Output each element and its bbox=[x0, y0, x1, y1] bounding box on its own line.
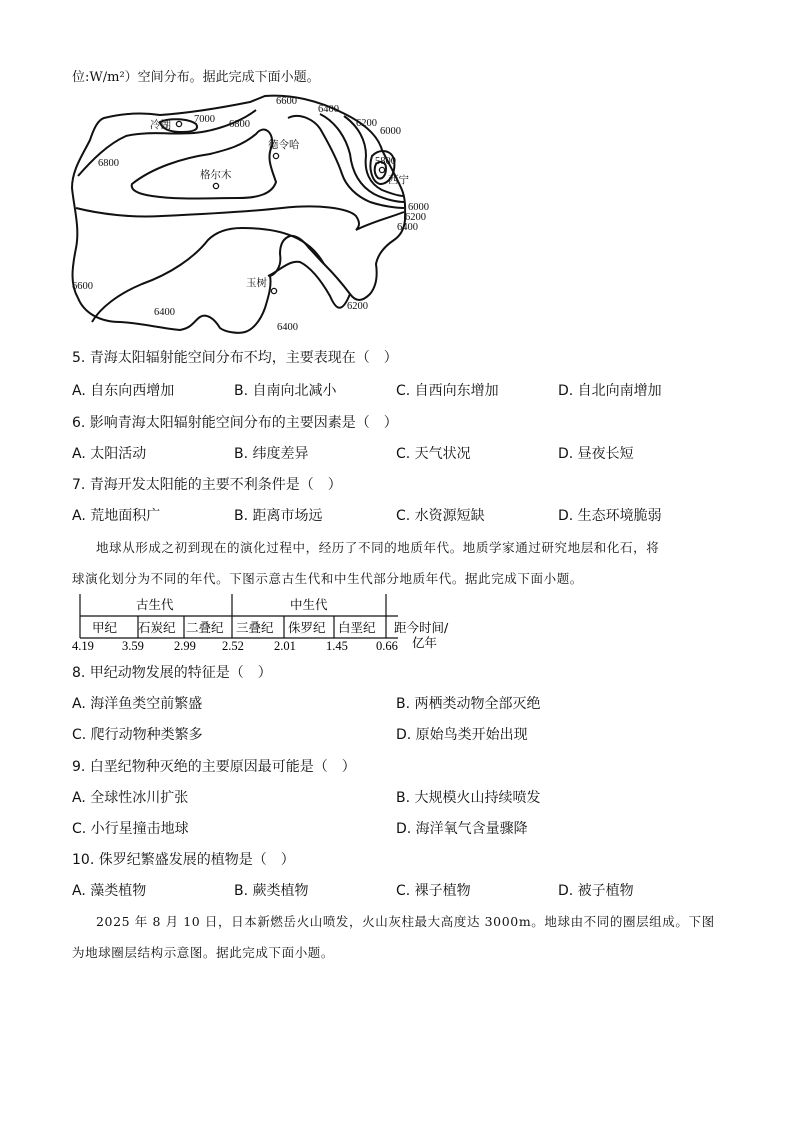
city-label-lenghu: 冷湖 bbox=[150, 120, 171, 131]
city-marker-golmud bbox=[213, 183, 218, 188]
q10-option-c[interactable]: C. 裸子植物 bbox=[396, 883, 471, 899]
period-permian: 二叠纪 bbox=[186, 620, 224, 635]
intro-line: 位:W/m²）空间分布。据此完成下面小题。 bbox=[72, 70, 320, 85]
q10-option-a[interactable]: A. 藻类植物 bbox=[72, 883, 147, 899]
volcano-intro-line-2: 为地球圈层结构示意图。据此完成下面小题。 bbox=[72, 945, 335, 960]
contour-label: 6800 bbox=[229, 119, 250, 130]
q6-option-a[interactable]: A. 太阳活动 bbox=[72, 446, 147, 462]
city-marker-xining bbox=[379, 167, 384, 172]
contour-label: 6800 bbox=[98, 158, 119, 169]
q6-option-b[interactable]: B. 纬度差异 bbox=[234, 446, 309, 462]
question-8-stem: 8. 甲纪动物发展的特征是（ ） bbox=[72, 665, 272, 681]
contour-label: 6400 bbox=[318, 104, 339, 115]
age-label: 3.59 bbox=[122, 639, 144, 652]
q6-option-c[interactable]: C. 天气状况 bbox=[396, 446, 471, 462]
city-label-xining: 西宁 bbox=[388, 175, 409, 186]
volcano-intro-line-1: 2025 年 8 月 10 日，日本新燃岳火山喷发，火山灰柱最大高度达 3000m。地球由不同的圈层组成。下图 bbox=[96, 914, 715, 929]
city-marker-yushu bbox=[271, 288, 276, 293]
q9-option-a[interactable]: A. 全球性冰川扩张 bbox=[72, 790, 189, 806]
q7-option-a[interactable]: A. 荒地面积广 bbox=[72, 508, 161, 524]
contour-label: 6200 bbox=[356, 118, 377, 129]
contour-label: 6200 bbox=[347, 301, 368, 312]
age-label: 1.45 bbox=[326, 639, 348, 652]
city-label-delingha: 德令哈 bbox=[268, 140, 300, 151]
q8-option-d[interactable]: D. 原始鸟类开始出现 bbox=[396, 727, 528, 743]
question-5-stem: 5. 青海太阳辐射能空间分布不均，主要表现在（ ） bbox=[72, 350, 398, 366]
contour-label: 6400 bbox=[277, 322, 298, 333]
question-6-stem: 6. 影响青海太阳辐射能空间分布的主要因素是（ ） bbox=[72, 415, 398, 431]
era-paleozoic: 古生代 bbox=[136, 597, 174, 612]
q10-option-d[interactable]: D. 被子植物 bbox=[558, 883, 634, 899]
q7-option-c[interactable]: C. 水资源短缺 bbox=[396, 508, 485, 524]
q7-option-b[interactable]: B. 距离市场远 bbox=[234, 508, 323, 524]
q6-option-d[interactable]: D. 昼夜长短 bbox=[558, 446, 634, 462]
contour-label: 6000 bbox=[380, 126, 401, 137]
geology-intro-line-1: 地球从形成之初到现在的演化过程中，经历了不同的地质年代。地质学家通过研究地层和化石，将 bbox=[96, 540, 660, 555]
contour-label: 7000 bbox=[194, 114, 215, 125]
age-label: 0.66 bbox=[376, 639, 398, 652]
q5-option-a[interactable]: A. 自东向西增加 bbox=[72, 383, 175, 399]
solar-radiation-map bbox=[60, 88, 440, 338]
city-label-golmud: 格尔木 bbox=[200, 170, 232, 181]
contour-6800-central bbox=[132, 130, 276, 199]
axis-label-line-1: 距今时间/ bbox=[394, 620, 449, 635]
contour-label: 6600 bbox=[276, 96, 297, 107]
contour-label: 6400 bbox=[397, 222, 418, 233]
period-carboniferous: 石炭纪 bbox=[138, 620, 176, 635]
q10-option-b[interactable]: B. 蕨类植物 bbox=[234, 883, 309, 899]
q9-option-b[interactable]: B. 大规模火山持续喷发 bbox=[396, 790, 541, 806]
q7-option-d[interactable]: D. 生态环境脆弱 bbox=[558, 508, 662, 524]
q9-option-d[interactable]: D. 海洋氧气含量骤降 bbox=[396, 821, 528, 837]
question-7-stem: 7. 青海开发太阳能的主要不利条件是（ ） bbox=[72, 477, 342, 493]
contour-label: 6400 bbox=[154, 307, 175, 318]
period-jia: 甲纪 bbox=[92, 620, 118, 635]
city-marker-lenghu bbox=[176, 121, 181, 126]
q8-option-c[interactable]: C. 爬行动物种类繁多 bbox=[72, 727, 203, 743]
geologic-timeline bbox=[70, 592, 470, 652]
city-label-yushu: 玉树 bbox=[246, 278, 267, 289]
q8-option-a[interactable]: A. 海洋鱼类空前繁盛 bbox=[72, 696, 203, 712]
period-cretaceous: 白垩纪 bbox=[338, 620, 376, 635]
age-label: 2.52 bbox=[222, 639, 244, 652]
contour-6200-south bbox=[268, 262, 350, 308]
contour-label: 5800 bbox=[375, 156, 396, 167]
q5-option-c[interactable]: C. 自西向东增加 bbox=[396, 383, 499, 399]
axis-label-line-2: 亿年 bbox=[412, 635, 438, 650]
q8-option-b[interactable]: B. 两栖类动物全部灭绝 bbox=[396, 696, 541, 712]
question-9-stem: 9. 白垩纪物种灭绝的主要原因最可能是（ ） bbox=[72, 759, 356, 775]
age-label: 2.99 bbox=[174, 639, 196, 652]
contour-label: 6600 bbox=[72, 281, 93, 292]
city-marker-delingha bbox=[273, 153, 278, 158]
q5-option-b[interactable]: B. 自南向北减小 bbox=[234, 383, 337, 399]
age-label: 4.19 bbox=[72, 639, 94, 652]
contour-label: 6200 bbox=[405, 212, 426, 223]
period-jurassic: 侏罗纪 bbox=[288, 620, 326, 635]
contour-6600 bbox=[76, 206, 404, 230]
contour-label: 6000 bbox=[408, 202, 429, 213]
age-label: 2.01 bbox=[274, 639, 296, 652]
geology-intro-line-2: 球演化划分为不同的年代。下图示意古生代和中生代部分地质年代。据此完成下面小题。 bbox=[72, 571, 583, 586]
era-mesozoic: 中生代 bbox=[290, 597, 328, 612]
question-10-stem: 10. 侏罗纪繁盛发展的植物是（ ） bbox=[72, 852, 295, 868]
period-triassic: 三叠纪 bbox=[236, 620, 274, 635]
contour-6400-south bbox=[92, 228, 324, 322]
q5-option-d[interactable]: D. 自北向南增加 bbox=[558, 383, 662, 399]
q9-option-c[interactable]: C. 小行星撞击地球 bbox=[72, 821, 189, 837]
